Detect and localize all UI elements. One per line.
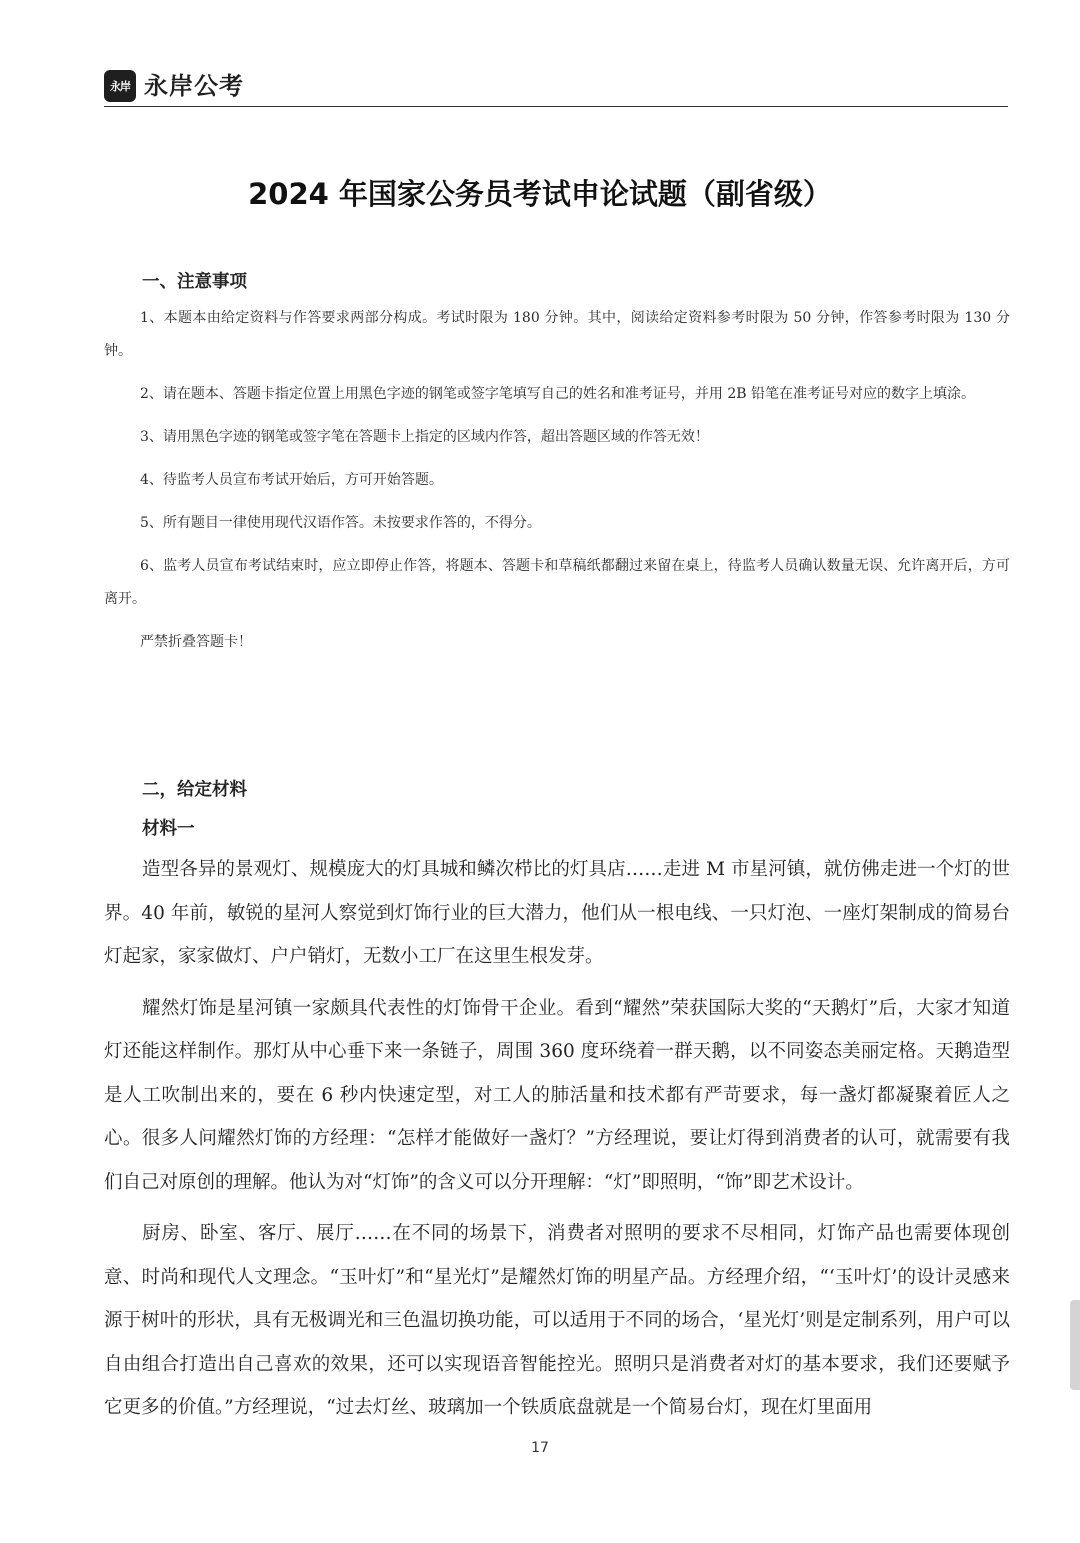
brand-logo: 永岸 [104, 70, 136, 102]
note-item: 2、请在题本、答题卡指定位置上用黑色字迹的钢笔或签字笔填写自己的姓名和准考证号，并用 2B 铅笔在准考证号对应的数字上填涂。 [140, 386, 975, 402]
document-title: 2024 年国家公务员考试申论试题（副省级） [248, 177, 832, 211]
page-number: 17 [531, 1440, 549, 1456]
material-subheading: 材料一 [142, 819, 195, 839]
scrollbar-thumb[interactable] [1070, 1300, 1080, 1390]
section-heading-notes: 一、注意事项 [142, 272, 247, 292]
material-paragraph: 耀然灯饰是星河镇一家颇具代表性的灯饰骨干企业。看到“耀然”荣获国际大奖的“天鹅灯”后，大家才知道灯还能这样制作。那灯从中心垂下来一条链子，周围 360 度环绕着一群天鹅，以不同姿态美丽定格。天鹅造型是人工吹制出来的，要在 6 秒内快速定型，对工人的肺活量和技术都有严苛要求，每一盏灯都凝聚着匠人之心。很多人问耀然灯饰的方经理：“怎样才能做好一盏灯？”方经理说，要让灯得到消费者的认可，就需要有我们自己对原创的理解。他认为对“灯饰”的含义可以分开理解：“灯”即照明，“饰”即艺术设计。 [104, 997, 1010, 1193]
material-paragraph: 造型各异的景观灯、规模庞大的灯具城和鳞次栉比的灯具店……走进 M 市星河镇，就仿佛走进一个灯的世界。40 年前，敏锐的星河人察觉到灯饰行业的巨大潜力，他们从一根电线、一只灯泡、一座灯架制成的简易台灯起家，家家做灯、户户销灯，无数小工厂在这里生根发芽。 [104, 859, 1010, 967]
material-paragraph: 厨房、卧室、客厅、展厅……在不同的场景下，消费者对照明的要求不尽相同，灯饰产品也需要体现创意、时尚和现代人文理念。“玉叶灯”和“星光灯”是耀然灯饰的明星产品。方经理介绍，“‘玉叶灯’的设计灵感来源于树叶的形状，具有无极调光和三色温切换功能，可以适用于不同的场合，‘星光灯’则是定制系列，用户可以自由组合打造出自己喜欢的效果，还可以实现语音智能控光。照明只是消费者对灯的基本要求，我们还要赋予它更多的价值。”方经理说，“过去灯丝、玻璃加一个铁质底盘就是一个简易台灯，现在灯里面用 [104, 1223, 1010, 1418]
brand-name: 永岸公考 [144, 72, 244, 100]
note-item: 5、所有题目一律使用现代汉语作答。未按要求作答的，不得分。 [140, 515, 541, 531]
section-heading-materials: 二，给定材料 [142, 780, 247, 800]
note-item: 1、本题本由给定资料与作答要求两部分构成。考试时限为 180 分钟。其中，阅读给定资料参考时限为 50 分钟，作答参考时限为 130 分钟。 [104, 310, 1010, 359]
note-warning: 严禁折叠答题卡！ [140, 634, 252, 650]
note-item: 4、待监考人员宣布考试开始后，方可开始答题。 [140, 472, 443, 488]
material-body [104, 848, 1010, 1438]
note-item: 3、请用黑色字迹的钢笔或签字笔在答题卡上指定的区域内作答，超出答题区域的作答无效！ [140, 429, 709, 445]
note-item: 6、监考人员宣布考试结束时，应立即停止作答，将题本、答题卡和草稿纸都翻过来留在桌上，待监考人员确认数量无误、允许离开后，方可离开。 [104, 558, 1010, 607]
notes-list [104, 302, 1010, 669]
page-header [104, 66, 1008, 107]
